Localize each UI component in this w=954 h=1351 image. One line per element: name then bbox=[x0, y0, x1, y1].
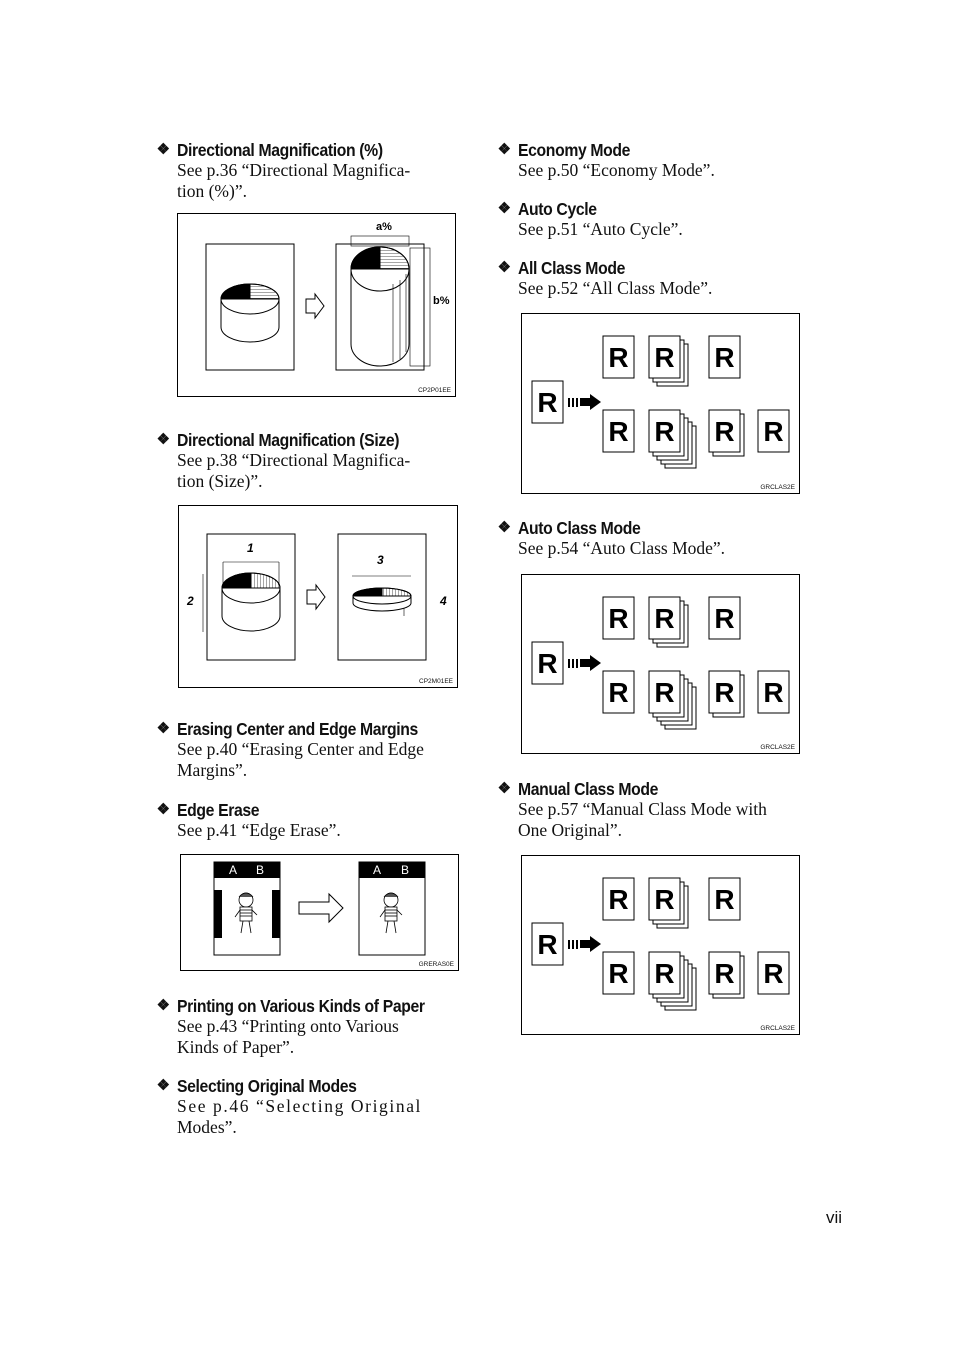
r-letter: R bbox=[714, 416, 735, 447]
diamond-bullet-icon: ❖ bbox=[156, 720, 170, 737]
reference-line: See p.46 “Selecting Original bbox=[177, 1096, 423, 1116]
label-4: 4 bbox=[440, 594, 447, 608]
reference-line: tion (Size)”. bbox=[177, 471, 263, 491]
entry-auto-class-mode bbox=[497, 518, 808, 559]
copy-sheet bbox=[758, 410, 789, 452]
copy-sheet bbox=[603, 336, 634, 378]
label-3: 3 bbox=[377, 553, 384, 567]
r-letter: R bbox=[654, 342, 675, 373]
figure-code: CP2M01EE bbox=[419, 678, 453, 685]
r-letter: R bbox=[608, 884, 629, 915]
r-letter: R bbox=[608, 416, 629, 447]
original-sheet bbox=[532, 642, 563, 684]
diamond-bullet-icon: ❖ bbox=[497, 141, 511, 158]
section-title: Erasing Center and Edge Margins bbox=[177, 719, 418, 739]
entry-manual-class-mode bbox=[497, 779, 808, 841]
diamond-bullet-icon: ❖ bbox=[497, 519, 511, 536]
original-sheet bbox=[532, 381, 563, 423]
copy-sheet bbox=[709, 878, 740, 920]
reference-line: Margins”. bbox=[177, 760, 248, 780]
arrow-right-icon bbox=[306, 294, 324, 318]
figure-directional-magnification-size bbox=[178, 505, 458, 688]
figure-code: GRCLAS2E bbox=[760, 744, 795, 751]
copy-sheet bbox=[603, 878, 634, 920]
reference-line: See p.38 “Directional Magnifica- bbox=[177, 450, 411, 470]
figure-code: GRCLAS2E bbox=[760, 1025, 795, 1032]
figure-code: GRCLAS2E bbox=[760, 484, 795, 491]
figure-auto-class-mode bbox=[521, 574, 800, 754]
r-letter: R bbox=[537, 387, 558, 418]
r-letter: R bbox=[714, 603, 735, 634]
copy-stack bbox=[649, 952, 696, 1010]
copy-stack bbox=[649, 671, 696, 729]
copy-sheet bbox=[709, 597, 740, 639]
reference-line: See p.57 “Manual Class Mode with bbox=[518, 799, 767, 819]
reference-line: tion (%)”. bbox=[177, 181, 247, 201]
label-a-percent: a% bbox=[376, 221, 392, 233]
figure-edge-erase bbox=[180, 854, 459, 971]
r-letter: R bbox=[537, 648, 558, 679]
copy-stack bbox=[709, 671, 744, 717]
entry-edge-erase bbox=[156, 800, 467, 841]
reference-line: Modes”. bbox=[177, 1117, 237, 1137]
figure-directional-magnification-percent bbox=[177, 213, 456, 397]
reference-line: One Original”. bbox=[518, 820, 622, 840]
cylinder-original bbox=[221, 284, 279, 342]
copy-stack bbox=[709, 410, 744, 456]
reference-line: See p.50 “Economy Mode”. bbox=[518, 160, 715, 180]
reference-line: See p.40 “Erasing Center and Edge bbox=[177, 739, 424, 759]
entry-directional-magnification-size bbox=[156, 430, 467, 492]
label-b-percent: b% bbox=[433, 295, 450, 307]
r-letter: R bbox=[714, 884, 735, 915]
label-a: A bbox=[229, 863, 238, 877]
svg-text:A: A bbox=[373, 863, 382, 877]
r-letter: R bbox=[714, 677, 735, 708]
copy-sheet bbox=[603, 597, 634, 639]
entry-directional-magnification-percent bbox=[156, 140, 467, 202]
r-letter: R bbox=[654, 416, 675, 447]
figure-all-class-mode bbox=[521, 313, 800, 494]
entry-selecting-original-modes bbox=[156, 1076, 467, 1138]
figure-code: CP2P01EE bbox=[418, 387, 451, 394]
r-letter: R bbox=[654, 884, 675, 915]
arrow-right-icon bbox=[568, 936, 601, 952]
entry-economy-mode bbox=[497, 140, 808, 181]
diamond-bullet-icon: ❖ bbox=[497, 259, 511, 276]
arrow-right-icon bbox=[568, 655, 601, 671]
diamond-bullet-icon: ❖ bbox=[156, 1077, 170, 1094]
r-letter: R bbox=[608, 342, 629, 373]
copy-sheet bbox=[603, 410, 634, 452]
reference-line: See p.52 “All Class Mode”. bbox=[518, 278, 713, 298]
reference-line: See p.51 “Auto Cycle”. bbox=[518, 219, 683, 239]
section-title: Manual Class Mode bbox=[518, 779, 659, 799]
section-title: Directional Magnification (%) bbox=[177, 140, 383, 160]
r-letter: R bbox=[537, 929, 558, 960]
diamond-bullet-icon: ❖ bbox=[156, 141, 170, 158]
arrow-right-icon bbox=[568, 394, 601, 410]
reference-line: See p.43 “Printing onto Various bbox=[177, 1016, 399, 1036]
arrow-right-icon bbox=[299, 894, 343, 922]
entry-printing-various-paper bbox=[156, 996, 467, 1058]
section-title: Printing on Various Kinds of Paper bbox=[177, 996, 425, 1016]
section-title: Selecting Original Modes bbox=[177, 1076, 357, 1096]
copy-sheet bbox=[603, 671, 634, 713]
arrow-right-icon bbox=[307, 585, 325, 609]
section-title: Edge Erase bbox=[177, 800, 260, 820]
original-sheet bbox=[532, 923, 563, 965]
reference-line: Kinds of Paper”. bbox=[177, 1037, 295, 1057]
section-title: All Class Mode bbox=[518, 258, 625, 278]
entry-all-class-mode bbox=[497, 258, 808, 299]
r-letter: R bbox=[714, 958, 735, 989]
section-title: Auto Class Mode bbox=[518, 518, 641, 538]
reference-line: See p.41 “Edge Erase”. bbox=[177, 820, 341, 840]
copy-stack bbox=[649, 597, 688, 647]
diamond-bullet-icon: ❖ bbox=[156, 431, 170, 448]
figure-manual-class-mode bbox=[521, 855, 800, 1035]
svg-text:B: B bbox=[401, 863, 410, 877]
reference-line: See p.36 “Directional Magnifica- bbox=[177, 160, 411, 180]
label-b: B bbox=[256, 863, 265, 877]
section-title: Economy Mode bbox=[518, 140, 631, 160]
diamond-bullet-icon: ❖ bbox=[497, 200, 511, 217]
r-letter: R bbox=[608, 958, 629, 989]
r-letter: R bbox=[608, 603, 629, 634]
r-letter: R bbox=[763, 677, 784, 708]
section-title: Directional Magnification (Size) bbox=[177, 430, 400, 450]
copy-sheet bbox=[603, 952, 634, 994]
copy-stack bbox=[649, 336, 688, 386]
label-1: 1 bbox=[247, 541, 254, 555]
r-letter: R bbox=[763, 958, 784, 989]
copy-sheet bbox=[709, 336, 740, 378]
section-title: Auto Cycle bbox=[518, 199, 597, 219]
copy-stack bbox=[709, 952, 744, 998]
diamond-bullet-icon: ❖ bbox=[497, 780, 511, 797]
r-letter: R bbox=[654, 603, 675, 634]
r-letter: R bbox=[763, 416, 784, 447]
r-letter: R bbox=[654, 958, 675, 989]
copy-sheet bbox=[758, 952, 789, 994]
copy-sheet bbox=[758, 671, 789, 713]
reference-line: See p.54 “Auto Class Mode”. bbox=[518, 538, 726, 558]
r-letter: R bbox=[714, 342, 735, 373]
r-letter: R bbox=[608, 677, 629, 708]
diamond-bullet-icon: ❖ bbox=[156, 801, 170, 818]
r-letter: R bbox=[654, 677, 675, 708]
diamond-bullet-icon: ❖ bbox=[156, 997, 170, 1014]
page-number: vii bbox=[826, 1208, 843, 1227]
copy-stack bbox=[649, 410, 696, 468]
entry-auto-cycle bbox=[497, 199, 808, 240]
label-2: 2 bbox=[187, 594, 194, 608]
figure-code: GRERAS0E bbox=[418, 961, 454, 968]
cylinder-stretched bbox=[351, 247, 409, 366]
copy-stack bbox=[649, 878, 688, 928]
entry-erasing-center-edge bbox=[156, 719, 467, 781]
